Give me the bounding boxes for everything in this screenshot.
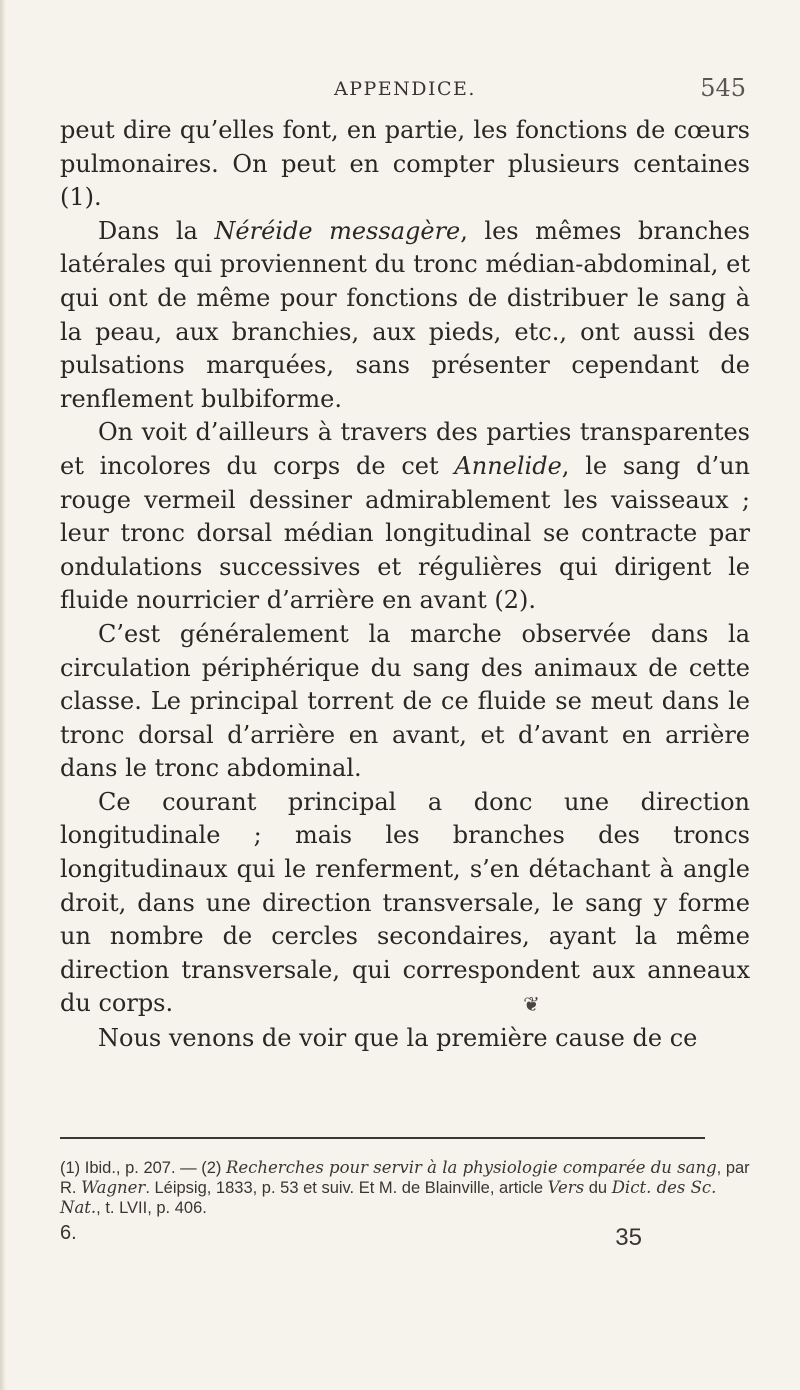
species-name-nereide: Néréide messagère [214, 216, 461, 245]
paragraph-2-text-a: Dans la [98, 216, 215, 245]
footnote-title: Recherches pour servir à la physiologie comparée du sang [225, 1158, 717, 1177]
page-edge-shadow [0, 0, 6, 1390]
paragraph-4-text: C’est généralement la marche observée dans la circulation périphérique du sang des animaux de cette classe. Le principal torrent de ce fluide se meut dans le tronc dorsal d’arrière en avant, et d’avant en arrière dans le tronc abdominal. [60, 619, 750, 783]
paragraph-6 [60, 1022, 750, 1056]
footnote-text-e: , t. LVII, p. 406. [96, 1199, 207, 1217]
paragraph-5 [60, 786, 750, 1022]
paragraph-3-text-a: On voit d’ailleurs à travers des parties transparentes et incolores du corps de cet [60, 418, 750, 480]
footnote-rule [60, 1137, 705, 1139]
footnote-text-b: , par R. [60, 1159, 750, 1197]
paragraph-2-text-b: , les mêmes branches latérales qui proviennent du tronc médian-abdominal, et qui ont de même pour fonctions de distribuer le sang à la peau, aux branchies, aux pieds, etc., ont aussi des pulsations marquées, sans présenter cependant de renflement bulbiforme. [60, 216, 750, 413]
ornament-mark: ❦ [523, 992, 540, 1017]
footnote-text-c: . Léipsig, 1833, p. 53 et suiv. Et M. de Blainville, article [145, 1179, 548, 1197]
taxon-name-annelide: Annelide [454, 451, 562, 480]
page-number: 545 [700, 74, 746, 102]
footnote-author: Wagner [81, 1178, 146, 1197]
signature-row [60, 1222, 750, 1252]
paragraph-2 [60, 215, 750, 417]
main-text [60, 114, 750, 1056]
paragraph-1 [60, 114, 750, 215]
footnote-article: Vers [547, 1178, 585, 1197]
paragraph-4 [60, 618, 750, 786]
running-head: APPENDICE. [334, 78, 476, 100]
footnote-1 [60, 1158, 750, 1218]
gathering-number: 35 [615, 1224, 642, 1251]
paragraph-5-text: Ce courant principal a donc une direction longitudinale ; mais les branches des troncs longitudinaux qui le renferment, s’en détachant à angle droit, dans une direction transversale, le sang y forme un nombre de cercles secondaires, ayant la même direction transversale, qui correspondent aux anneaux du corps. [60, 787, 750, 1018]
volume-signature: 6. [60, 1222, 77, 1244]
paragraph-3-text-b: , le sang d’un rouge vermeil dessiner admirablement les vaisseaux ; leur tronc dorsal médian longitudinal se contracte par ondulations successives et régulières qui dirigent le fluide nourricier d’arrière en avant (2). [60, 451, 751, 615]
footnote-text-a: (1) Ibid., p. 207. — (2) [60, 1159, 226, 1177]
footnotes [60, 1158, 750, 1218]
paragraph-3 [60, 416, 750, 618]
footnote-text-d: du [584, 1179, 612, 1197]
footnote-dictionary: Dict. des Sc. Nat. [60, 1178, 717, 1217]
paragraph-6-text: Nous venons de voir que la première cause de ce [98, 1024, 698, 1053]
paragraph-1-text: peut dire qu’elles font, en partie, les fonctions de cœurs pulmonaires. On peut en compter plusieurs centaines (1). [60, 116, 750, 212]
page-header [60, 74, 750, 108]
